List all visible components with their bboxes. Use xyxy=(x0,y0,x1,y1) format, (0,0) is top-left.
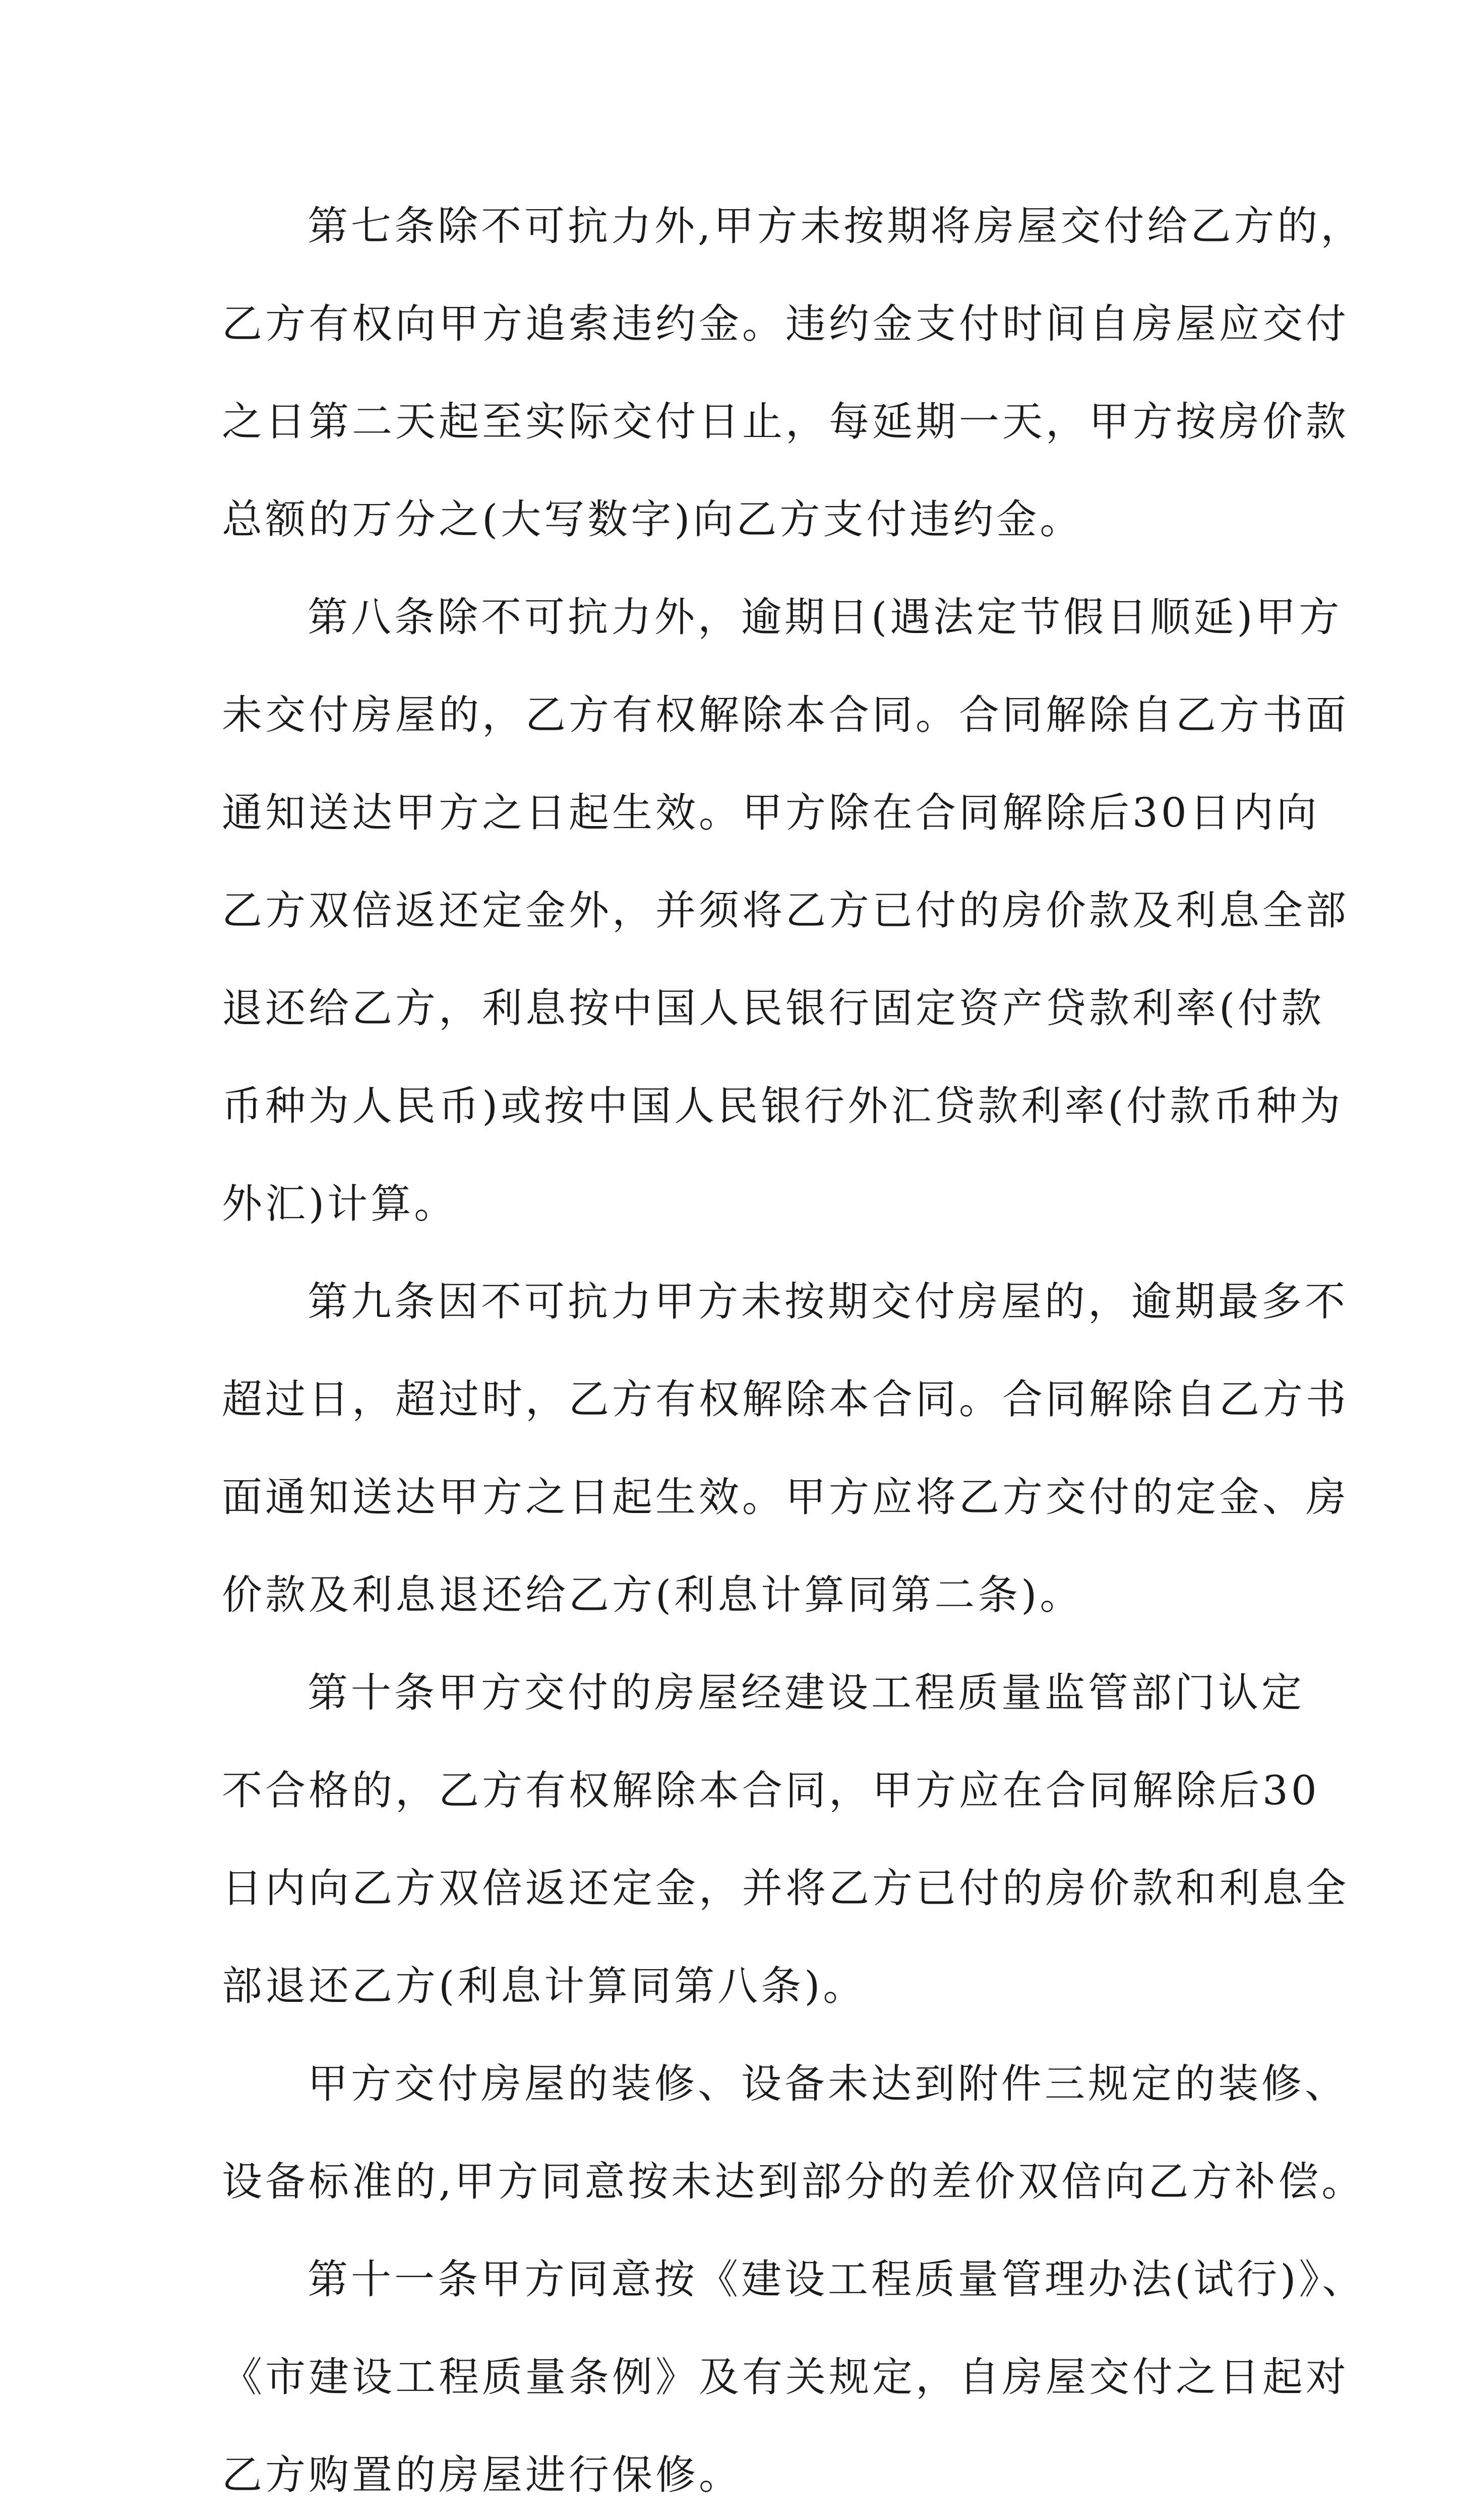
paragraph-line: 币种为人民币)或按中国人民银行外汇贷款利率(付款币种为 xyxy=(222,1083,1344,1129)
paragraph-line: 设备标准的,甲方同意按未达到部分的差价双倍向乙方补偿。 xyxy=(222,2158,1365,2205)
paragraph-line: 日内向乙方双倍返还定金，并将乙方已付的房价款和利息全 xyxy=(222,1865,1349,1912)
paragraph-line: 第九条因不可抗力甲方未按期交付房屋的，逾期最多不 xyxy=(308,1278,1348,1325)
paragraph-line: 价款及利息退还给乙方(利息计算同第二条)。 xyxy=(222,1571,1083,1618)
paragraph-line: 部退还乙方(利息计算同第八条)。 xyxy=(222,1963,867,2009)
paragraph-line: 退还给乙方，利息按中国人民银行固定资产贷款利率(付款 xyxy=(222,985,1325,1032)
paragraph-line: 乙方购置的房屋进行保修。 xyxy=(222,2451,742,2498)
paragraph-line: 乙方双倍返还定金外，并须将乙方已付的房价款及利息全部 xyxy=(222,887,1349,934)
paragraph-line: 超过日，超过时，乙方有权解除本合同。合同解除自乙方书 xyxy=(222,1376,1349,1423)
paragraph-line: 不合格的，乙方有权解除本合同，甲方应在合同解除后30 xyxy=(222,1767,1320,1814)
paragraph-line: 未交付房屋的，乙方有权解除本合同。合同解除自乙方书面 xyxy=(222,691,1349,738)
document-body xyxy=(222,177,1366,2520)
paragraph-line: 第七条除不可抗力外,甲方未按期将房屋交付给乙方的， xyxy=(308,203,1364,249)
paragraph-line: 外汇)计算。 xyxy=(222,1180,458,1227)
paragraph-line: 甲方交付房屋的装修、设备未达到附件三规定的装修、 xyxy=(308,2060,1348,2107)
paragraph-line: 面通知送达甲方之日起生效。甲方应将乙方交付的定金、房 xyxy=(222,1474,1349,1521)
paragraph-line: 第八条除不可抗力外，逾期日(遇法定节假日顺延)甲方 xyxy=(308,594,1343,641)
paragraph-line: 第十一条甲方同意按《建设工程质量管理办法(试行)》、 xyxy=(308,2256,1366,2303)
paragraph-line: 之日第二天起至实际交付日止，每延期一天，甲方按房价款 xyxy=(222,398,1349,445)
paragraph-line: 乙方有权向甲方追索违约金。违约金支付时间自房屋应交付 xyxy=(222,300,1349,347)
paragraph-line: 总额的万分之(大写数字)向乙方支付违约金。 xyxy=(222,496,1083,543)
paragraph-line: 第十条甲方交付的房屋经建设工程质量监管部门认定 xyxy=(308,1669,1305,1716)
paragraph-line: 通知送达甲方之日起生效。甲方除在合同解除后30日内向 xyxy=(222,789,1320,836)
paragraph-line: 《市建设工程质量条例》及有关规定，自房屋交付之日起对 xyxy=(222,2354,1349,2401)
